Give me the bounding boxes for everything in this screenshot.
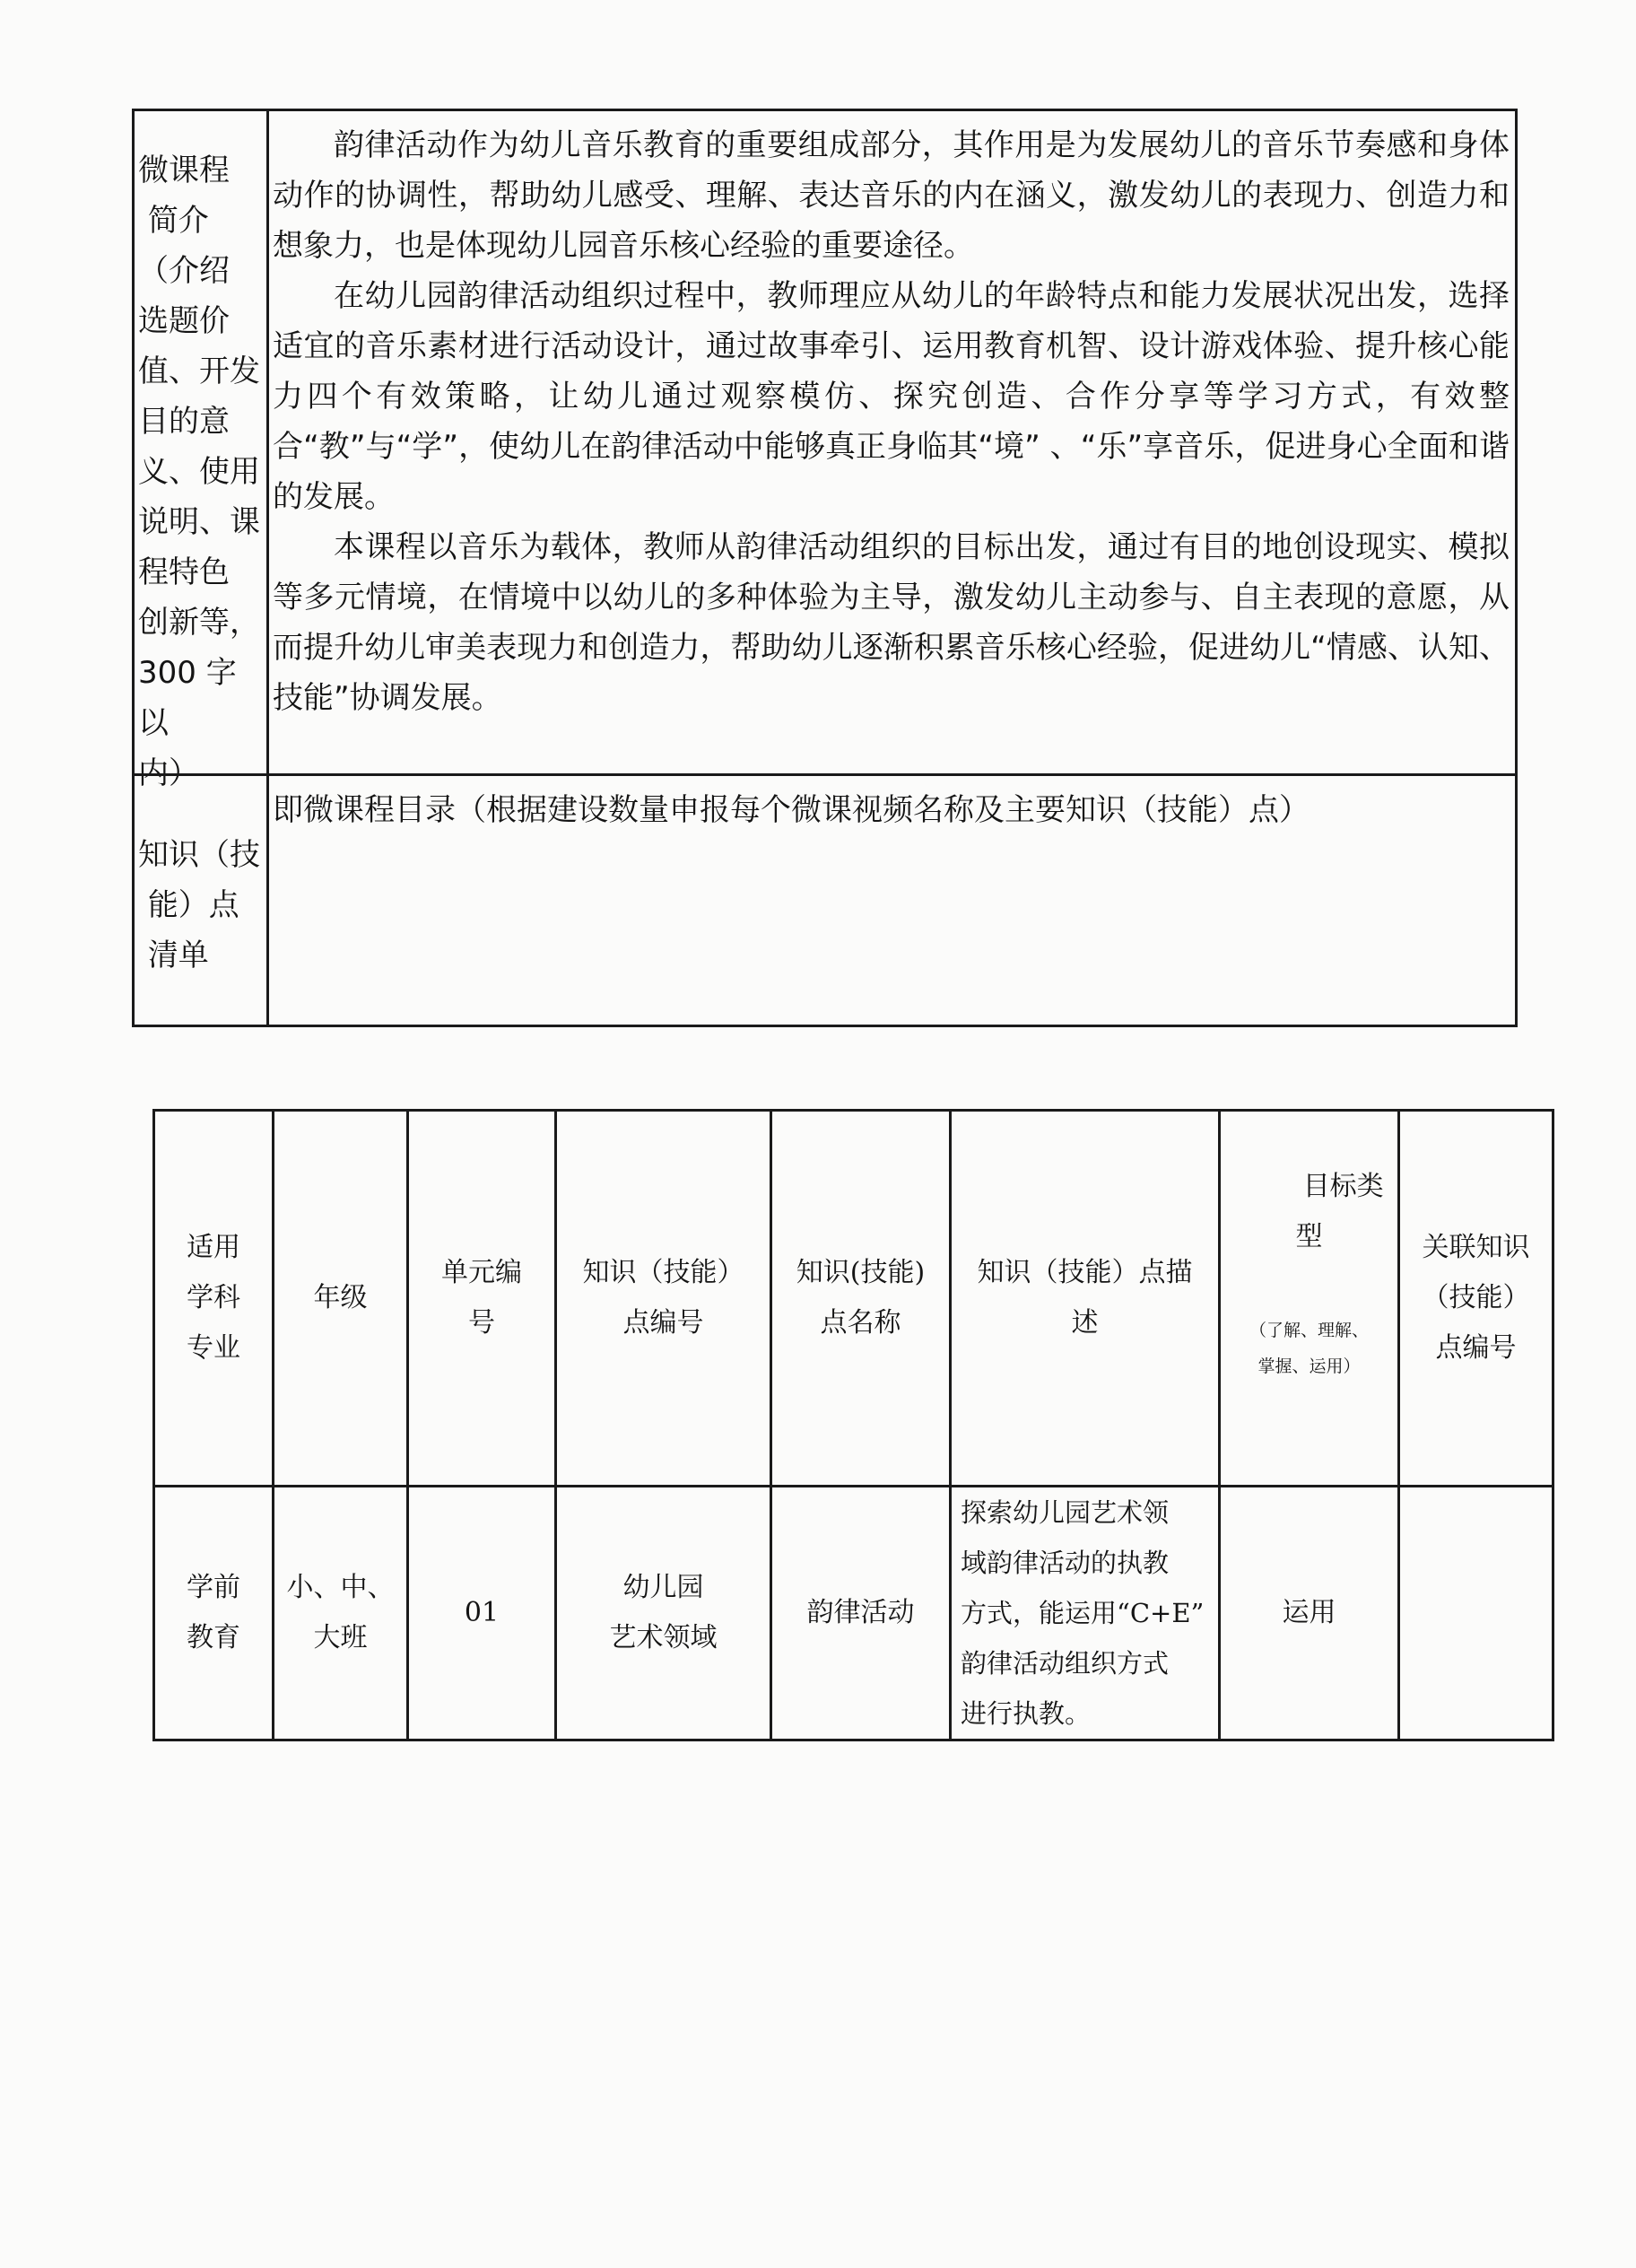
intro-label: 微课程 简介 （介绍 选题价 值、开发 目的意 义、使用 说明、课 程特色 创新等， 300 字以 内） (135, 111, 269, 773)
header-point-desc: 知识（技能）点描 述 (951, 1111, 1220, 1487)
header-subject: 适用 学科 专业 (154, 1111, 274, 1487)
cell-unit-no: 01 (408, 1487, 556, 1740)
intro-paragraph-3: 本课程以音乐为载体，教师从韵律活动组织的目标出发，通过有目的地创设现实、模拟等多元情境，在情境中以幼儿的多种体验为主导，激发幼儿主动参与、自主表现的意愿，从而提升幼儿审美表现力和创造力，帮助幼儿逐渐积累音乐核心经验，促进幼儿“情感、认知、技能”协调发展。 (273, 529, 1510, 716)
cell-grade: 小、中、 大班 (274, 1487, 408, 1740)
intro-text (269, 111, 1515, 773)
cell-point-desc: 探索幼儿园艺术领 域韵律活动的执教 方式，能运用“C+E” 韵律活动组织方式 进行执教。 (951, 1487, 1220, 1740)
intro-paragraph-2: 在幼儿园韵律活动组织过程中，教师理应从幼儿的年龄特点和能力发展状况出发，选择适宜的音乐素材进行活动设计，通过故事牵引、运用教育机智、设计游戏体验、提升核心能力四个有效策略，让幼儿通过观察模仿、探究创造、合作分享等学习方式，有效整合“教”与“学”，使幼儿在韵律活动中能够真正身临其“境” 、“乐”享音乐，促进身心全面和谐的发展。 (273, 278, 1510, 515)
cell-related-no (1399, 1487, 1553, 1740)
header-goal-type-note: （了解、理解、 掌握、运用） (1249, 1321, 1369, 1376)
knowledge-label: 知识（技 能）点 清单 (135, 773, 269, 1025)
header-related-no: 关联知识 （技能） 点编号 (1399, 1111, 1553, 1487)
cell-point-name: 韵律活动 (771, 1487, 951, 1740)
header-point-name: 知识(技能) 点名称 (771, 1111, 951, 1487)
cell-subject: 学前 教育 (154, 1487, 274, 1740)
course-form-table (132, 109, 1518, 1027)
table-row (154, 1487, 1553, 1740)
header-grade: 年级 (274, 1111, 408, 1487)
header-goal-type-cell (1220, 1111, 1399, 1487)
knowledge-text: 即微课程目录（根据建设数量申报每个微课视频名称及主要知识（技能）点） (273, 792, 1310, 828)
table-header-row (154, 1111, 1553, 1487)
header-unit-no: 单元编 号 (408, 1111, 556, 1487)
cell-goal-type: 运用 (1220, 1487, 1399, 1740)
knowledge-text-cell (269, 773, 1515, 1025)
header-point-no: 知识（技能） 点编号 (556, 1111, 771, 1487)
intro-paragraph-1: 韵律活动作为幼儿音乐教育的重要组成部分，其作用是为发展幼儿的音乐节奏感和身体动作的协调性，帮助幼儿感受、理解、表达音乐的内在涵义，激发幼儿的表现力、创造力和想象力，也是体现幼儿园音乐核心经验的重要途径。 (273, 127, 1510, 264)
header-goal-type: 目标类型 (1295, 1171, 1384, 1252)
cell-point-no: 幼儿园 艺术领域 (556, 1487, 771, 1740)
knowledge-point-table (152, 1109, 1554, 1741)
